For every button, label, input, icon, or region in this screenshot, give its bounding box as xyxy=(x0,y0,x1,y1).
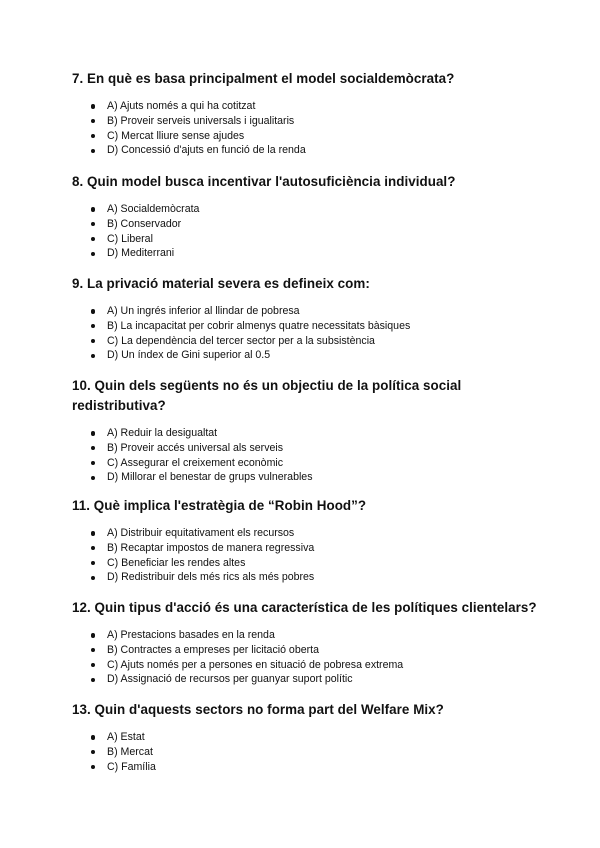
option-item xyxy=(72,441,552,456)
option-text: B) La incapacitat per cobrir almenys quatre necessitats bàsiques xyxy=(107,319,411,332)
option-text: C) Liberal xyxy=(107,232,153,245)
option-item xyxy=(72,643,552,658)
bullet-icon xyxy=(91,324,95,328)
question-title-line: 10. Quin dels següents no és un objectiu de la política social xyxy=(72,378,462,393)
option-item xyxy=(72,556,552,571)
option-text: A) Socialdemòcrata xyxy=(107,203,200,215)
option-text: A) Un ingrés inferior al llindar de pobresa xyxy=(107,305,300,317)
option-text: A) Ajuts només a qui ha cotitzat xyxy=(107,100,256,112)
question-12 xyxy=(72,598,552,687)
question-title: 9. La privació material severa es defineix com: xyxy=(72,276,370,291)
question-13 xyxy=(72,700,552,774)
option-text: D) Redistribuir dels més rics als més pobres xyxy=(107,571,315,584)
bullet-icon xyxy=(91,561,95,565)
option-text: D) Concessió d'ajuts en funció de la renda xyxy=(107,144,306,157)
option-item xyxy=(72,217,552,232)
bullet-icon xyxy=(91,104,95,108)
option-item xyxy=(72,348,552,363)
option-text: C) Família xyxy=(107,760,156,773)
bullet-icon xyxy=(91,339,95,343)
bullet-icon xyxy=(91,648,95,652)
option-text: C) Mercat lliure sense ajudes xyxy=(107,129,245,142)
bullet-icon xyxy=(91,252,95,256)
option-item xyxy=(72,658,552,673)
option-text: D) Mediterrani xyxy=(107,247,175,260)
option-text: D) Millorar el benestar de grups vulnerables xyxy=(107,471,313,484)
question-title: 8. Quin model busca incentivar l'autosuficiència individual? xyxy=(72,174,456,189)
option-text: C) La dependència del tercer sector per a la subsistència xyxy=(107,334,375,347)
option-list xyxy=(72,426,552,485)
bullet-icon xyxy=(91,678,95,682)
bullet-icon xyxy=(91,207,95,211)
option-list xyxy=(72,304,552,363)
question-title-line: redistributiva? xyxy=(72,398,166,413)
question-10 xyxy=(72,376,552,485)
bullet-icon xyxy=(91,531,95,535)
option-item xyxy=(72,526,552,541)
bullet-icon xyxy=(91,546,95,550)
option-item xyxy=(72,334,552,349)
option-list xyxy=(72,202,552,261)
question-7 xyxy=(72,69,552,158)
option-text: B) Mercat xyxy=(107,745,153,758)
bullet-icon xyxy=(91,576,95,580)
bullet-icon xyxy=(91,633,95,637)
option-text: C) Beneficiar les rendes altes xyxy=(107,556,246,569)
option-item xyxy=(72,143,552,158)
question-title: 11. Què implica l'estratègia de “Robin Hood”? xyxy=(72,498,367,513)
question-8 xyxy=(72,172,552,261)
option-item xyxy=(72,760,552,775)
option-text: B) Proveir serveis universals i igualitaris xyxy=(107,114,295,127)
bullet-icon xyxy=(91,476,95,480)
bullet-icon xyxy=(91,461,95,465)
bullet-icon xyxy=(91,735,95,739)
bullet-icon xyxy=(91,119,95,123)
bullet-icon xyxy=(91,149,95,153)
option-text: B) Conservador xyxy=(107,217,182,230)
option-item xyxy=(72,232,552,247)
option-text: D) Assignació de recursos per guanyar suport polític xyxy=(107,673,353,686)
option-list xyxy=(72,730,552,774)
option-text: D) Un índex de Gini superior al 0.5 xyxy=(107,349,271,362)
bullet-icon xyxy=(91,237,95,241)
option-item xyxy=(72,570,552,585)
option-item xyxy=(72,304,552,319)
question-title: 7. En què es basa principalment el model socialdemòcrata? xyxy=(72,71,455,86)
option-item xyxy=(72,246,552,261)
option-text: C) Assegurar el creixement econòmic xyxy=(107,456,284,469)
option-item xyxy=(72,730,552,745)
bullet-icon xyxy=(91,446,95,450)
option-item xyxy=(72,114,552,129)
option-item xyxy=(72,99,552,114)
option-item xyxy=(72,319,552,334)
option-item xyxy=(72,129,552,144)
bullet-icon xyxy=(91,663,95,667)
question-title: 13. Quin d'aquests sectors no forma part del Welfare Mix? xyxy=(72,702,444,717)
option-item xyxy=(72,426,552,441)
option-text: A) Estat xyxy=(107,731,145,743)
option-item xyxy=(72,628,552,643)
question-title xyxy=(72,376,552,416)
option-text: B) Proveir accés universal als serveis xyxy=(107,441,284,454)
option-item xyxy=(72,541,552,556)
option-item xyxy=(72,745,552,760)
option-text: B) Recaptar impostos de manera regressiva xyxy=(107,541,315,554)
option-list xyxy=(72,526,552,585)
option-list xyxy=(72,628,552,687)
bullet-icon xyxy=(91,765,95,769)
option-text: B) Contractes a empreses per licitació oberta xyxy=(107,643,319,656)
option-item xyxy=(72,202,552,217)
bullet-icon xyxy=(91,354,95,358)
option-list xyxy=(72,99,552,158)
question-title: 12. Quin tipus d'acció és una característica de les polítiques clientelars? xyxy=(72,600,537,615)
option-text: A) Distribuir equitativament els recursos xyxy=(107,527,295,539)
bullet-icon xyxy=(91,222,95,226)
bullet-icon xyxy=(91,431,95,435)
option-text: A) Reduir la desigualtat xyxy=(107,427,218,439)
option-item xyxy=(72,672,552,687)
question-9 xyxy=(72,274,552,363)
question-11 xyxy=(72,496,552,585)
option-text: A) Prestacions basades en la renda xyxy=(107,629,275,641)
option-item xyxy=(72,470,552,485)
bullet-icon xyxy=(91,134,95,138)
option-item xyxy=(72,456,552,471)
bullet-icon xyxy=(91,309,95,313)
option-text: C) Ajuts només per a persones en situació de pobresa extrema xyxy=(107,658,404,671)
bullet-icon xyxy=(91,750,95,754)
